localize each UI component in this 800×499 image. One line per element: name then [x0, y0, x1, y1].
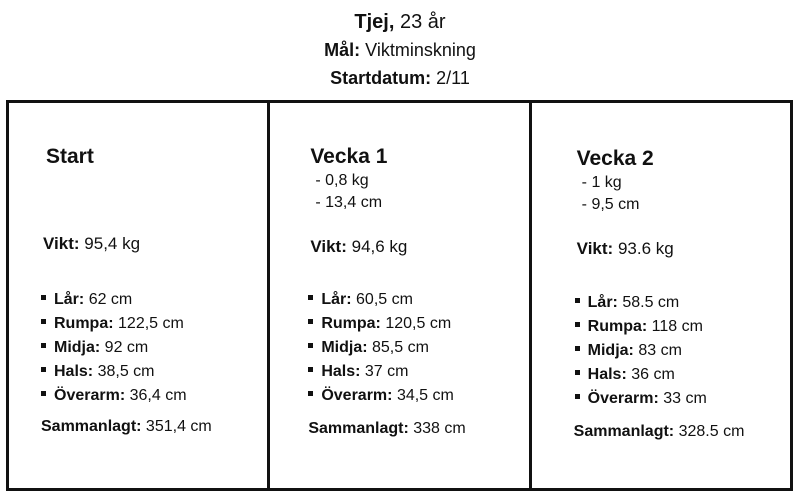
measure-value: 120,5 cm	[385, 315, 452, 332]
profile-line	[0, 8, 800, 36]
weight-value: 95,4 kg	[84, 234, 141, 253]
panel-start	[9, 103, 267, 488]
age-value: 23 år	[399, 11, 446, 33]
bullet-icon	[575, 298, 580, 303]
change-weight: - 1 kg	[582, 172, 640, 194]
weight-label: Vikt:	[576, 239, 614, 258]
bullet-icon	[41, 391, 46, 396]
measure-value: 122,5 cm	[118, 315, 184, 332]
change-weight: - 0,8 kg	[315, 170, 382, 192]
measure-value: 118 cm	[651, 318, 703, 335]
goal-label: Mål:	[324, 40, 361, 60]
measure-value: 36 cm	[631, 366, 675, 383]
panel-vecka-1	[267, 103, 528, 488]
measure-label: Hals:	[321, 363, 361, 380]
list-item	[308, 360, 454, 384]
bullet-icon	[308, 343, 313, 348]
panel-vecka-2	[529, 103, 790, 488]
weight-line	[43, 234, 140, 254]
measure-value: 38,5 cm	[97, 363, 155, 380]
gender-label: Tjej,	[354, 11, 395, 33]
list-item	[41, 336, 187, 360]
list-item	[41, 360, 187, 384]
bullet-icon	[41, 295, 46, 300]
measure-value: 34,5 cm	[396, 387, 454, 404]
document-header	[0, 8, 800, 92]
list-item	[41, 288, 187, 312]
measures-list	[308, 288, 454, 408]
goal-line	[0, 36, 800, 64]
bullet-icon	[308, 367, 313, 372]
list-item	[308, 288, 454, 312]
change-list	[315, 170, 382, 214]
measure-value: 60,5 cm	[356, 291, 413, 308]
measure-label: Rumpa:	[587, 318, 648, 335]
total-line	[41, 418, 212, 436]
weight-value: 93.6 kg	[617, 239, 674, 258]
panel-title: Vecka 2	[576, 147, 654, 170]
list-item	[41, 384, 187, 408]
measure-label: Överarm:	[321, 387, 393, 404]
measure-label: Midja:	[54, 339, 101, 356]
measure-label: Rumpa:	[54, 315, 114, 332]
measure-label: Överarm:	[587, 390, 659, 407]
bullet-icon	[308, 295, 313, 300]
measure-value: 36,4 cm	[129, 387, 187, 404]
change-list	[582, 172, 640, 216]
measures-list	[575, 291, 707, 411]
total-value: 328.5 cm	[678, 423, 745, 440]
list-item	[575, 339, 707, 363]
measure-label: Hals:	[54, 363, 94, 380]
bullet-icon	[575, 322, 580, 327]
list-item	[308, 312, 454, 336]
bullet-icon	[308, 319, 313, 324]
measure-label: Rumpa:	[321, 315, 381, 332]
bullet-icon	[575, 394, 580, 399]
bullet-icon	[575, 370, 580, 375]
total-label: Sammanlagt:	[308, 420, 409, 437]
list-item	[308, 384, 454, 408]
total-value: 351,4 cm	[145, 418, 212, 435]
measure-label: Hals:	[587, 366, 627, 383]
weight-label: Vikt:	[310, 237, 347, 256]
weight-label: Vikt:	[43, 234, 80, 253]
measure-label: Överarm:	[54, 387, 126, 404]
panel-title: Vecka 1	[310, 145, 388, 168]
goal-value: Viktminskning	[365, 40, 476, 60]
measure-label: Midja:	[587, 342, 634, 359]
weight-line	[310, 237, 407, 257]
change-cm: - 9,5 cm	[582, 194, 640, 216]
bullet-icon	[308, 391, 313, 396]
start-date-line	[0, 64, 800, 92]
progress-table	[6, 100, 793, 491]
measure-value: 92 cm	[104, 339, 149, 356]
measure-value: 85,5 cm	[372, 339, 429, 356]
list-item	[575, 291, 707, 315]
measures-list	[41, 288, 187, 408]
total-label: Sammanlagt:	[41, 418, 142, 435]
bullet-icon	[41, 343, 46, 348]
weight-line	[577, 239, 674, 259]
measure-value: 58.5 cm	[622, 294, 680, 311]
list-item	[575, 363, 707, 387]
bullet-icon	[41, 319, 46, 324]
measure-value: 83 cm	[638, 342, 682, 359]
start-date-value: 2/11	[436, 68, 470, 88]
total-line	[308, 420, 465, 438]
bullet-icon	[575, 346, 580, 351]
measure-value: 62 cm	[88, 291, 133, 308]
list-item	[575, 315, 707, 339]
measure-label: Midja:	[321, 339, 368, 356]
total-value: 338 cm	[413, 420, 466, 437]
measure-value: 37 cm	[364, 363, 409, 380]
list-item	[41, 312, 187, 336]
total-line	[574, 423, 745, 441]
weight-value: 94,6 kg	[351, 237, 408, 256]
measure-value: 33 cm	[663, 390, 707, 407]
list-item	[575, 387, 707, 411]
change-cm: - 13,4 cm	[315, 192, 382, 214]
bullet-icon	[41, 367, 46, 372]
measure-label: Lår:	[54, 291, 85, 308]
measure-label: Lår:	[587, 294, 618, 311]
panel-title: Start	[46, 145, 94, 168]
list-item	[308, 336, 454, 360]
start-date-label: Startdatum:	[330, 68, 432, 88]
measure-label: Lår:	[321, 291, 352, 308]
total-label: Sammanlagt:	[573, 423, 675, 440]
